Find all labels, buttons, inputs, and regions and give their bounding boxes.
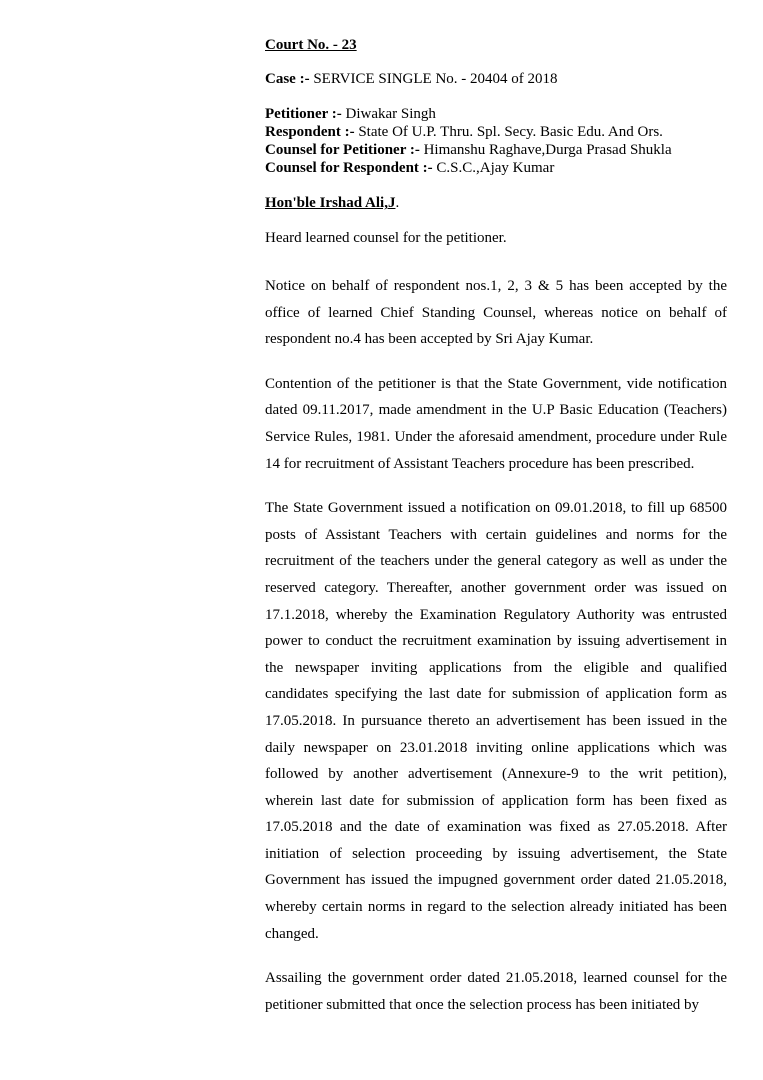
respondent-value: State Of U.P. Thru. Spl. Secy. Basic Edu. And Ors. [358, 124, 663, 140]
court-number: Court No. - 23 [265, 37, 357, 53]
judge-suffix: . [395, 195, 400, 211]
paragraph: The State Government issued a notification on 09.01.2018, to fill up 68500 posts of Assistant Teachers with certain guidelines and norms for the recruitment of the teachers under the general category as well as under the reserved category. Thereafter, another government order was issued on 17.1.2018, whereby the Examination Regulatory Authority was entrusted power to conduct the recruitment examination by issuing advertisement in the newspaper inviting applications from the eligible and qualified candidates specifying the last date for submission of application form as 17.05.2018. In pursuance thereto an advertisement has been issued in the daily newspaper on 23.01.2018 inviting online applications which was followed by another advertisement (Annexure-9 to the writ petition), wherein last date for submission of application form has been fixed as 17.05.2018 and the date of examination was fixed as 27.05.2018. After initiation of selection proceeding by issuing advertisement, the State Government has issued the impugned government order dated 21.05.2018, whereby certain norms in regard to the selection already initiated has been changed. [265, 500, 727, 942]
judge-name: Hon'ble Irshad Ali,J [265, 195, 396, 211]
counsel-petitioner-line [265, 141, 727, 159]
judge-line [265, 194, 727, 212]
parties-block [265, 105, 727, 177]
paragraph: Heard learned counsel for the petitioner. [265, 230, 507, 246]
paragraph: Contention of the petitioner is that the State Government, vide notification dated 09.11.2017, made amendment in the U.P Basic Education (Teachers) Service Rules, 1981. Under the aforesaid amendment, procedure under Rule 14 for recruitment of Assistant Teachers procedure has been prescribed. [265, 375, 727, 472]
counsel-petitioner-label: Counsel for Petitioner :- [265, 142, 420, 158]
respondent-line [265, 123, 727, 141]
counsel-petitioner-value: Himanshu Raghave,Durga Prasad Shukla [423, 142, 672, 158]
case-label: Case :- [265, 71, 310, 87]
counsel-respondent-label: Counsel for Respondent :- [265, 160, 433, 176]
respondent-label: Respondent :- [265, 124, 355, 140]
petitioner-label: Petitioner :- [265, 106, 342, 122]
case-value: SERVICE SINGLE No. - 20404 of 2018 [313, 71, 558, 87]
counsel-respondent-value: C.S.C.,Ajay Kumar [436, 160, 555, 176]
petitioner-line [265, 105, 727, 123]
paragraph: Assailing the government order dated 21.05.2018, learned counsel for the petitioner submitted that once the selection process has been initiated by [265, 970, 727, 1013]
paragraph: Notice on behalf of respondent nos.1, 2, 3 & 5 has been accepted by the office of learned Chief Standing Counsel, whereas notice on behalf of respondent no.4 has been accepted by Sri Ajay Kumar. [265, 278, 727, 348]
counsel-respondent-line [265, 159, 727, 177]
case-line [265, 70, 727, 88]
petitioner-value: Diwakar Singh [345, 106, 436, 122]
judgment-document [265, 36, 727, 1036]
